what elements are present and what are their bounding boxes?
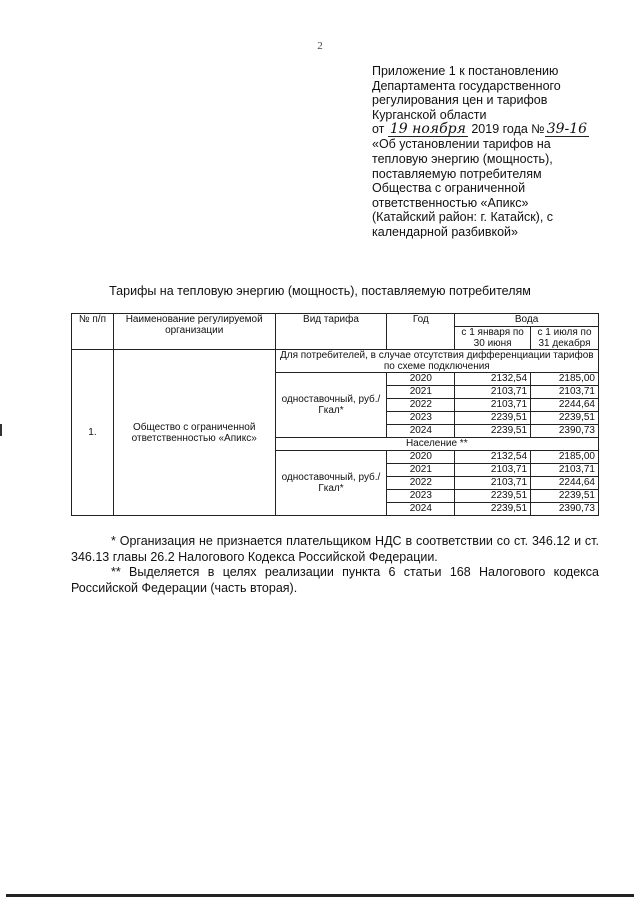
header-num: № п/п [72, 314, 114, 350]
appendix-date-line [372, 122, 622, 137]
tariff-table [71, 313, 599, 516]
header-period-1: с 1 января по 30 июня [455, 327, 531, 350]
year-cell: 2020 [387, 373, 455, 386]
value-cell: 2132,54 [455, 373, 531, 386]
year-cell: 2020 [387, 451, 455, 464]
date-prefix: от [372, 122, 385, 137]
year-cell: 2021 [387, 386, 455, 399]
handwritten-doc-number: 39-16 [546, 121, 588, 138]
page-number: 2 [317, 40, 323, 52]
year-cell: 2023 [387, 490, 455, 503]
value-cell: 2103,71 [455, 464, 531, 477]
value-cell: 2103,71 [531, 386, 599, 399]
appendix-line: Курганской области [372, 107, 487, 122]
table-title: Тарифы на тепловую энергию (мощность), поставляемую потребителям [109, 284, 531, 298]
value-cell: 2239,51 [455, 412, 531, 425]
date-year: 2019 года № [471, 122, 545, 137]
year-cell: 2022 [387, 399, 455, 412]
value-cell: 2239,51 [455, 503, 531, 516]
value-cell: 2103,71 [531, 464, 599, 477]
value-cell: 2103,71 [455, 399, 531, 412]
footnotes [71, 534, 599, 596]
appendix-line: Департамента государственного [372, 78, 561, 93]
year-cell: 2021 [387, 464, 455, 477]
header-water: Вода [455, 314, 599, 327]
group-title: Население ** [275, 438, 598, 451]
appendix-line: ответственностью «Апикс» [372, 195, 529, 210]
year-cell: 2022 [387, 477, 455, 490]
organization-name: Общество с ограниченной ответственностью «Апикс» [113, 350, 275, 516]
scan-bottom-bar [6, 894, 634, 897]
row-number: 1. [72, 350, 114, 516]
year-cell: 2024 [387, 425, 455, 438]
value-cell: 2239,51 [455, 425, 531, 438]
value-cell: 2239,51 [531, 490, 599, 503]
appendix-line: «Об установлении тарифов на [372, 137, 551, 152]
appendix-line: Общества с ограниченной [372, 181, 526, 196]
value-cell: 2103,71 [455, 477, 531, 490]
value-cell: 2239,51 [455, 490, 531, 503]
appendix-line: тепловую энергию (мощность), [372, 151, 553, 166]
appendix-block [372, 64, 622, 240]
value-cell: 2390,73 [531, 425, 599, 438]
handwritten-date: 19 ноября [389, 121, 466, 138]
value-cell: 2244,64 [531, 477, 599, 490]
value-cell: 2390,73 [531, 503, 599, 516]
year-cell: 2024 [387, 503, 455, 516]
footnote-1: * Организация не признается плательщиком НДС в соответствии со ст. 346.12 и ст. 346.13 главы 26.2 Налогового Кодекса Российской Федерации. [71, 534, 599, 564]
header-type: Вид тарифа [275, 314, 387, 350]
value-cell: 2185,00 [531, 451, 599, 464]
header-year: Год [387, 314, 455, 350]
header-org: Наименование регулируемой организации [113, 314, 275, 350]
scan-edge-mark [0, 424, 2, 436]
value-cell: 2185,00 [531, 373, 599, 386]
value-cell: 2103,71 [455, 386, 531, 399]
appendix-line: регулирования цен и тарифов [372, 93, 548, 108]
tariff-type: одноставочный, руб./Гкал* [275, 373, 387, 438]
group-title: Для потребителей, в случае отсутствия дифференциации тарифов по схеме подключения [275, 350, 598, 373]
appendix-line: (Катайский район: г. Катайск), с [372, 210, 554, 225]
year-cell: 2023 [387, 412, 455, 425]
appendix-line: поставляемую потребителям [372, 166, 542, 181]
value-cell: 2132,54 [455, 451, 531, 464]
appendix-line: Приложение 1 к постановлению [372, 64, 559, 78]
appendix-line: календарной разбивкой» [372, 224, 518, 239]
tariff-type: одноставочный, руб./Гкал* [275, 451, 387, 516]
value-cell: 2239,51 [531, 412, 599, 425]
header-period-2: с 1 июля по 31 декабря [531, 327, 599, 350]
value-cell: 2244,64 [531, 399, 599, 412]
footnote-2: ** Выделяется в целях реализации пункта 6 статьи 168 Налогового кодекса Российской Федерации (часть вторая). [71, 565, 599, 595]
